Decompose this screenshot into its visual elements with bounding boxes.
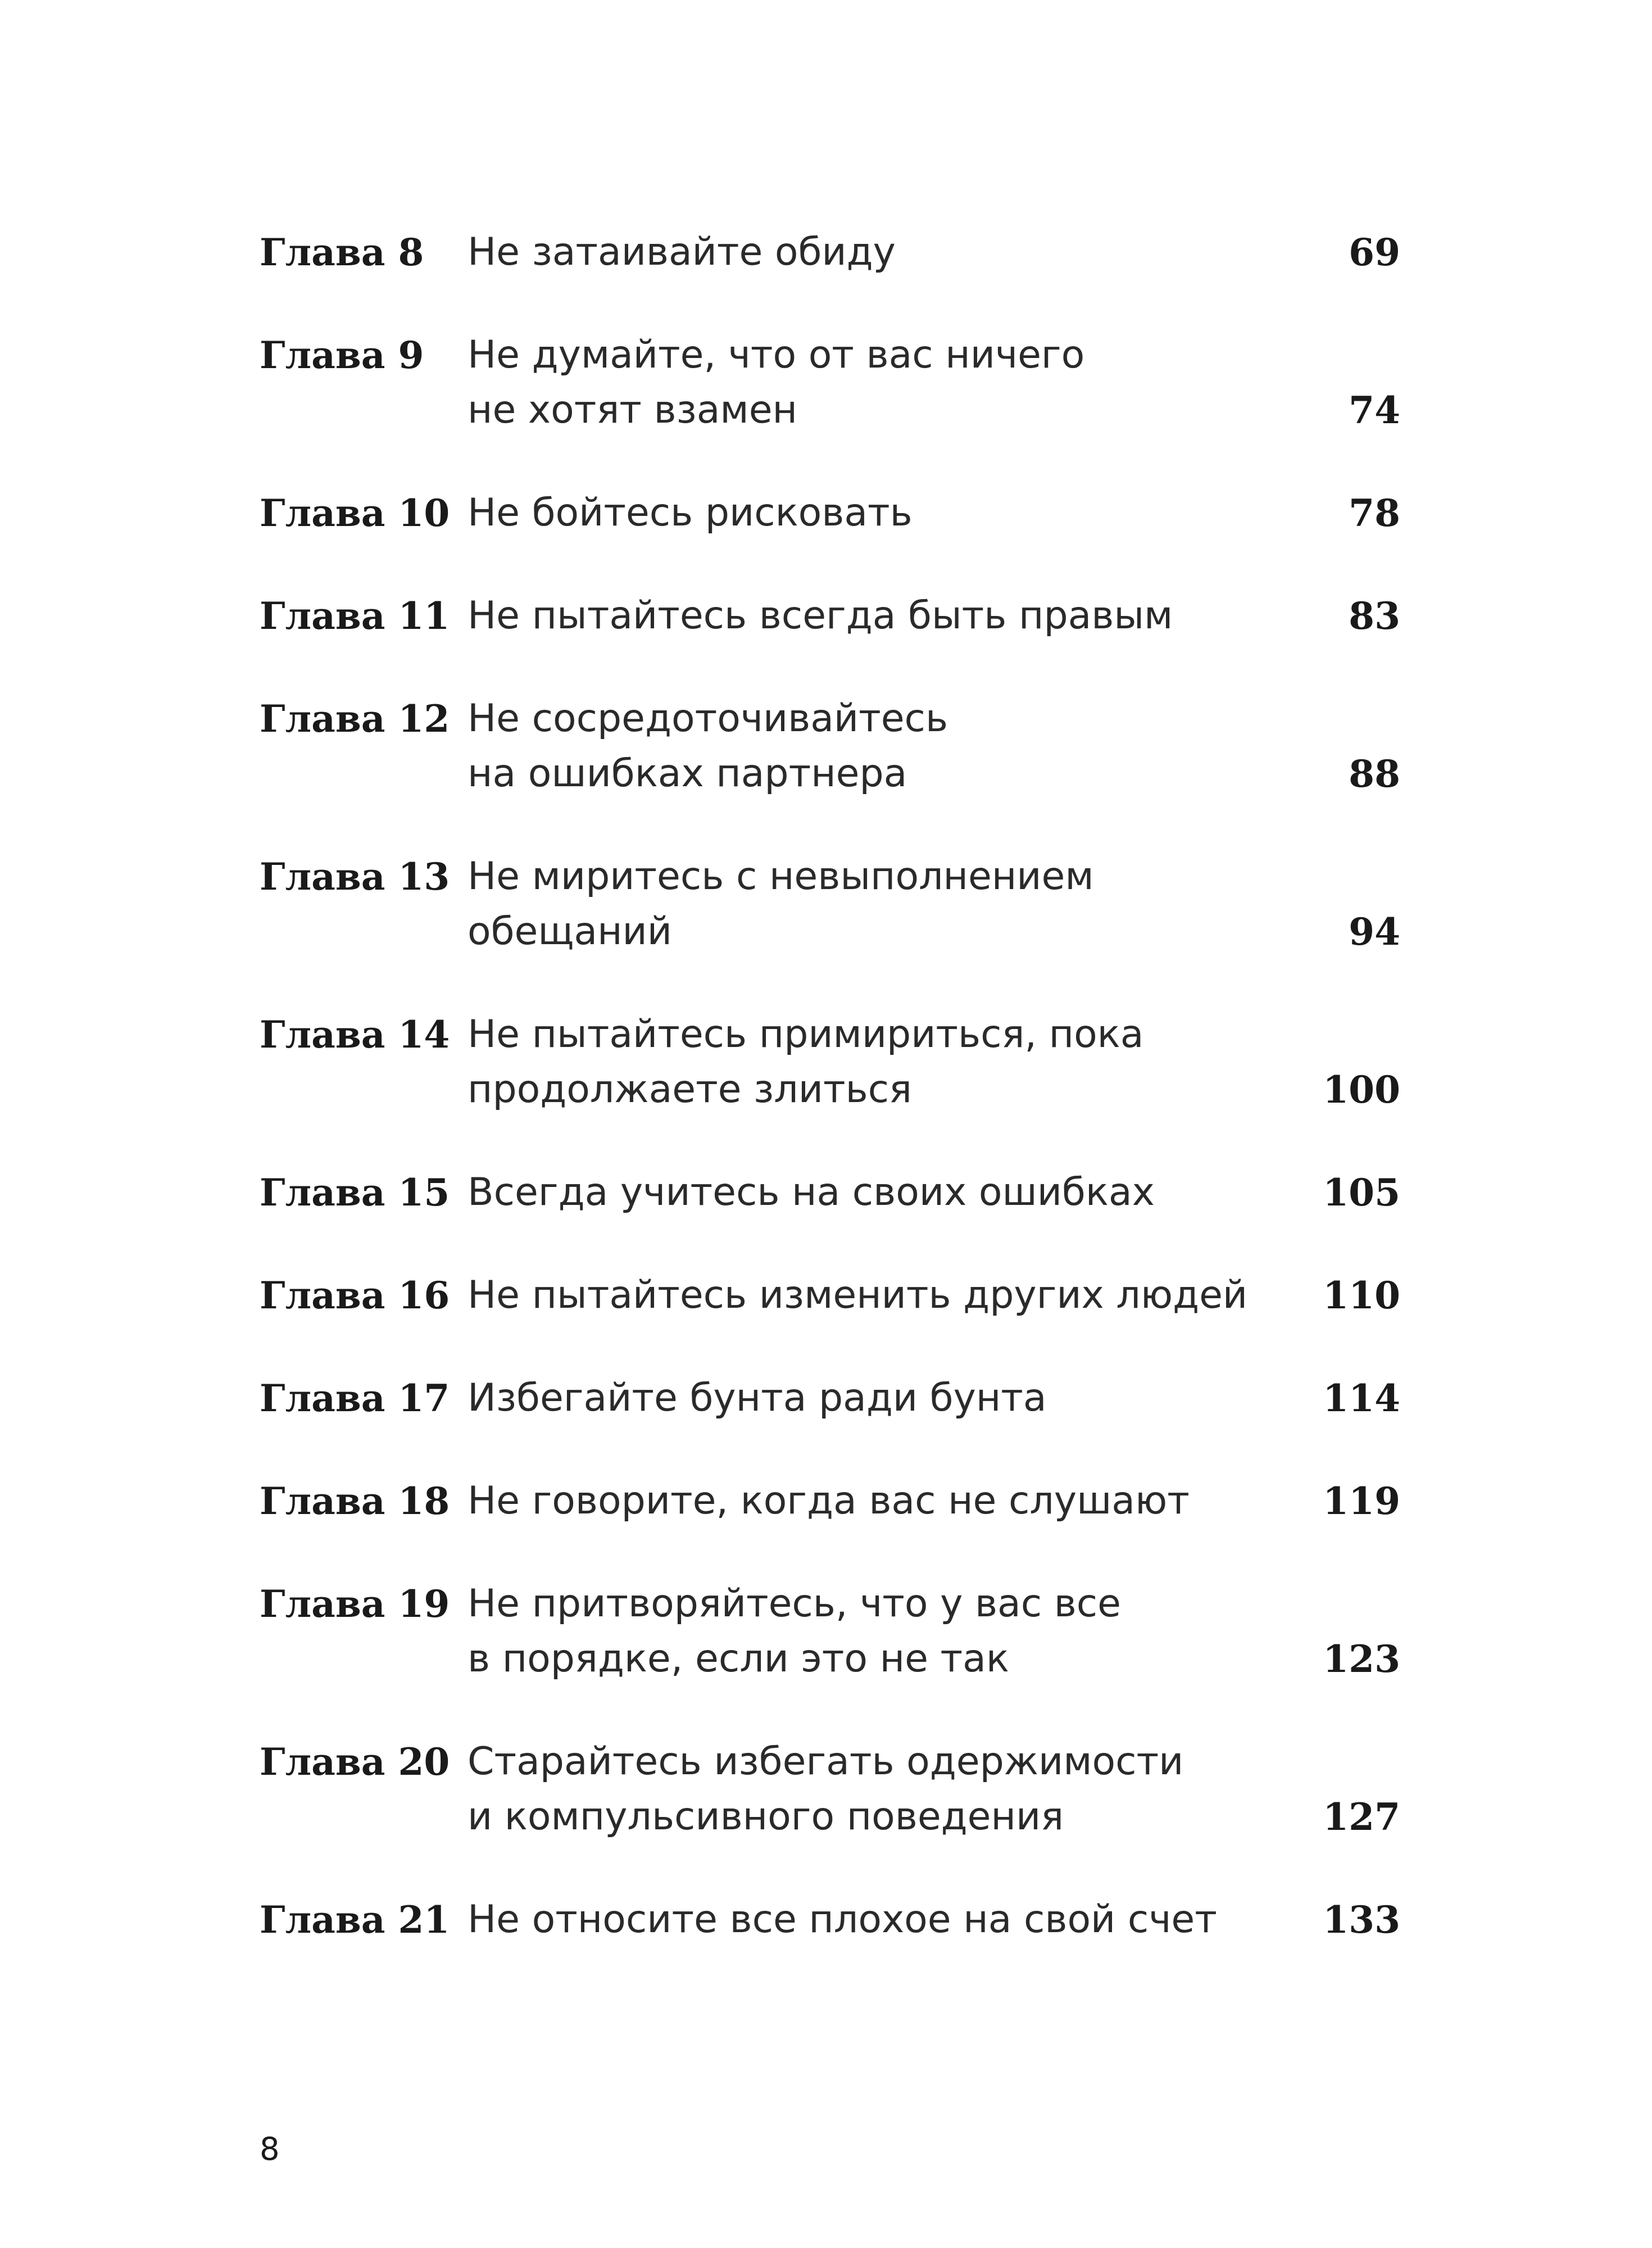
chapter-title [468, 1268, 1400, 1323]
chapter-page-number: 78 [1349, 491, 1400, 535]
table-of-contents [260, 225, 1400, 1995]
toc-entry [260, 1371, 1400, 1426]
chapter-label: Глава 11 [260, 594, 450, 638]
chapter-title-line: Не пытайтесь всегда быть правым [468, 593, 1173, 638]
chapter-label: Глава 16 [260, 1273, 450, 1317]
chapter-label: Глава 15 [260, 1171, 450, 1214]
chapter-page-number: 105 [1323, 1171, 1400, 1214]
chapter-title-line: Не бойтесь рисковать [468, 491, 913, 535]
chapter-title-line: Не пытайтесь примириться, пока [468, 1012, 1144, 1057]
toc-entry [260, 1268, 1400, 1323]
chapter-title-line: Не относите все плохое на свой счет [468, 1897, 1217, 1942]
chapter-title [468, 1474, 1400, 1529]
chapter-label: Глава 21 [260, 1898, 450, 1942]
toc-entry [260, 328, 1400, 438]
chapter-title-line: Не говорите, когда вас не слушают [468, 1479, 1190, 1523]
chapter-title [468, 1371, 1400, 1426]
chapter-title [468, 849, 1400, 959]
chapter-label: Глава 12 [260, 697, 450, 741]
page-number: 8 [260, 2131, 280, 2168]
toc-entry [260, 225, 1400, 280]
chapter-title-line: не хотят взамен [468, 388, 797, 432]
toc-entry [260, 1576, 1400, 1687]
chapter-title [468, 588, 1400, 643]
chapter-page-number: 127 [1323, 1795, 1400, 1839]
chapter-title-line: и компульсивного поведения [468, 1794, 1064, 1839]
chapter-title-line: Не притворяйтесь, что у вас все [468, 1581, 1122, 1626]
chapter-label: Глава 20 [260, 1740, 450, 1784]
chapter-title-line: обещаний [468, 909, 672, 954]
chapter-label: Глава 9 [260, 333, 424, 377]
chapter-page-number: 94 [1349, 910, 1400, 954]
chapter-title-line: Не миритесь с невыполнением [468, 854, 1094, 899]
chapter-title-line: Старайтесь избегать одержимости [468, 1739, 1184, 1784]
chapter-page-number: 100 [1323, 1068, 1400, 1112]
chapter-title [468, 691, 1400, 801]
chapter-page-number: 83 [1349, 594, 1400, 638]
chapter-label: Глава 10 [260, 491, 450, 535]
chapter-page-number: 88 [1349, 752, 1400, 796]
chapter-title [468, 225, 1400, 280]
chapter-label: Глава 19 [260, 1582, 450, 1626]
chapter-title-line: Всегда учитесь на своих ошибках [468, 1170, 1155, 1214]
toc-entry [260, 691, 1400, 801]
chapter-page-number: 133 [1323, 1898, 1400, 1942]
toc-entry [260, 486, 1400, 541]
toc-entry [260, 588, 1400, 643]
chapter-page-number: 114 [1323, 1376, 1400, 1420]
chapter-title-line: Избегайте бунта ради бунта [468, 1376, 1047, 1420]
chapter-title [468, 486, 1400, 541]
toc-entry [260, 1892, 1400, 1947]
chapter-page-number: 123 [1323, 1637, 1400, 1681]
chapter-title [468, 1892, 1400, 1947]
chapter-title-line: Не думайте, что от вас ничего [468, 333, 1085, 377]
chapter-page-number: 69 [1349, 230, 1400, 274]
toc-entry [260, 1474, 1400, 1529]
chapter-page-number: 110 [1323, 1273, 1400, 1317]
chapter-title-line: Не сосредоточивайтесь [468, 696, 948, 741]
chapter-title [468, 1576, 1400, 1687]
chapter-title [468, 1734, 1400, 1844]
chapter-label: Глава 13 [260, 855, 450, 899]
toc-entry [260, 849, 1400, 959]
chapter-page-number: 74 [1349, 388, 1400, 432]
chapter-label: Глава 17 [260, 1376, 450, 1420]
toc-entry [260, 1734, 1400, 1844]
chapter-page-number: 119 [1323, 1479, 1400, 1523]
chapter-title-line: Не затаивайте обиду [468, 230, 896, 274]
chapter-title [468, 1007, 1400, 1117]
chapter-title-line: Не пытайтесь изменить других людей [468, 1273, 1248, 1317]
chapter-label: Глава 18 [260, 1479, 450, 1523]
chapter-title-line: на ошибках партнера [468, 751, 907, 796]
toc-entry [260, 1007, 1400, 1117]
chapter-title-line: продолжаете злиться [468, 1067, 912, 1112]
chapter-label: Глава 8 [260, 230, 424, 274]
chapter-title [468, 328, 1400, 438]
chapter-title-line: в порядке, если это не так [468, 1637, 1009, 1681]
chapter-title [468, 1165, 1400, 1220]
chapter-label: Глава 14 [260, 1013, 450, 1057]
toc-entry [260, 1165, 1400, 1220]
